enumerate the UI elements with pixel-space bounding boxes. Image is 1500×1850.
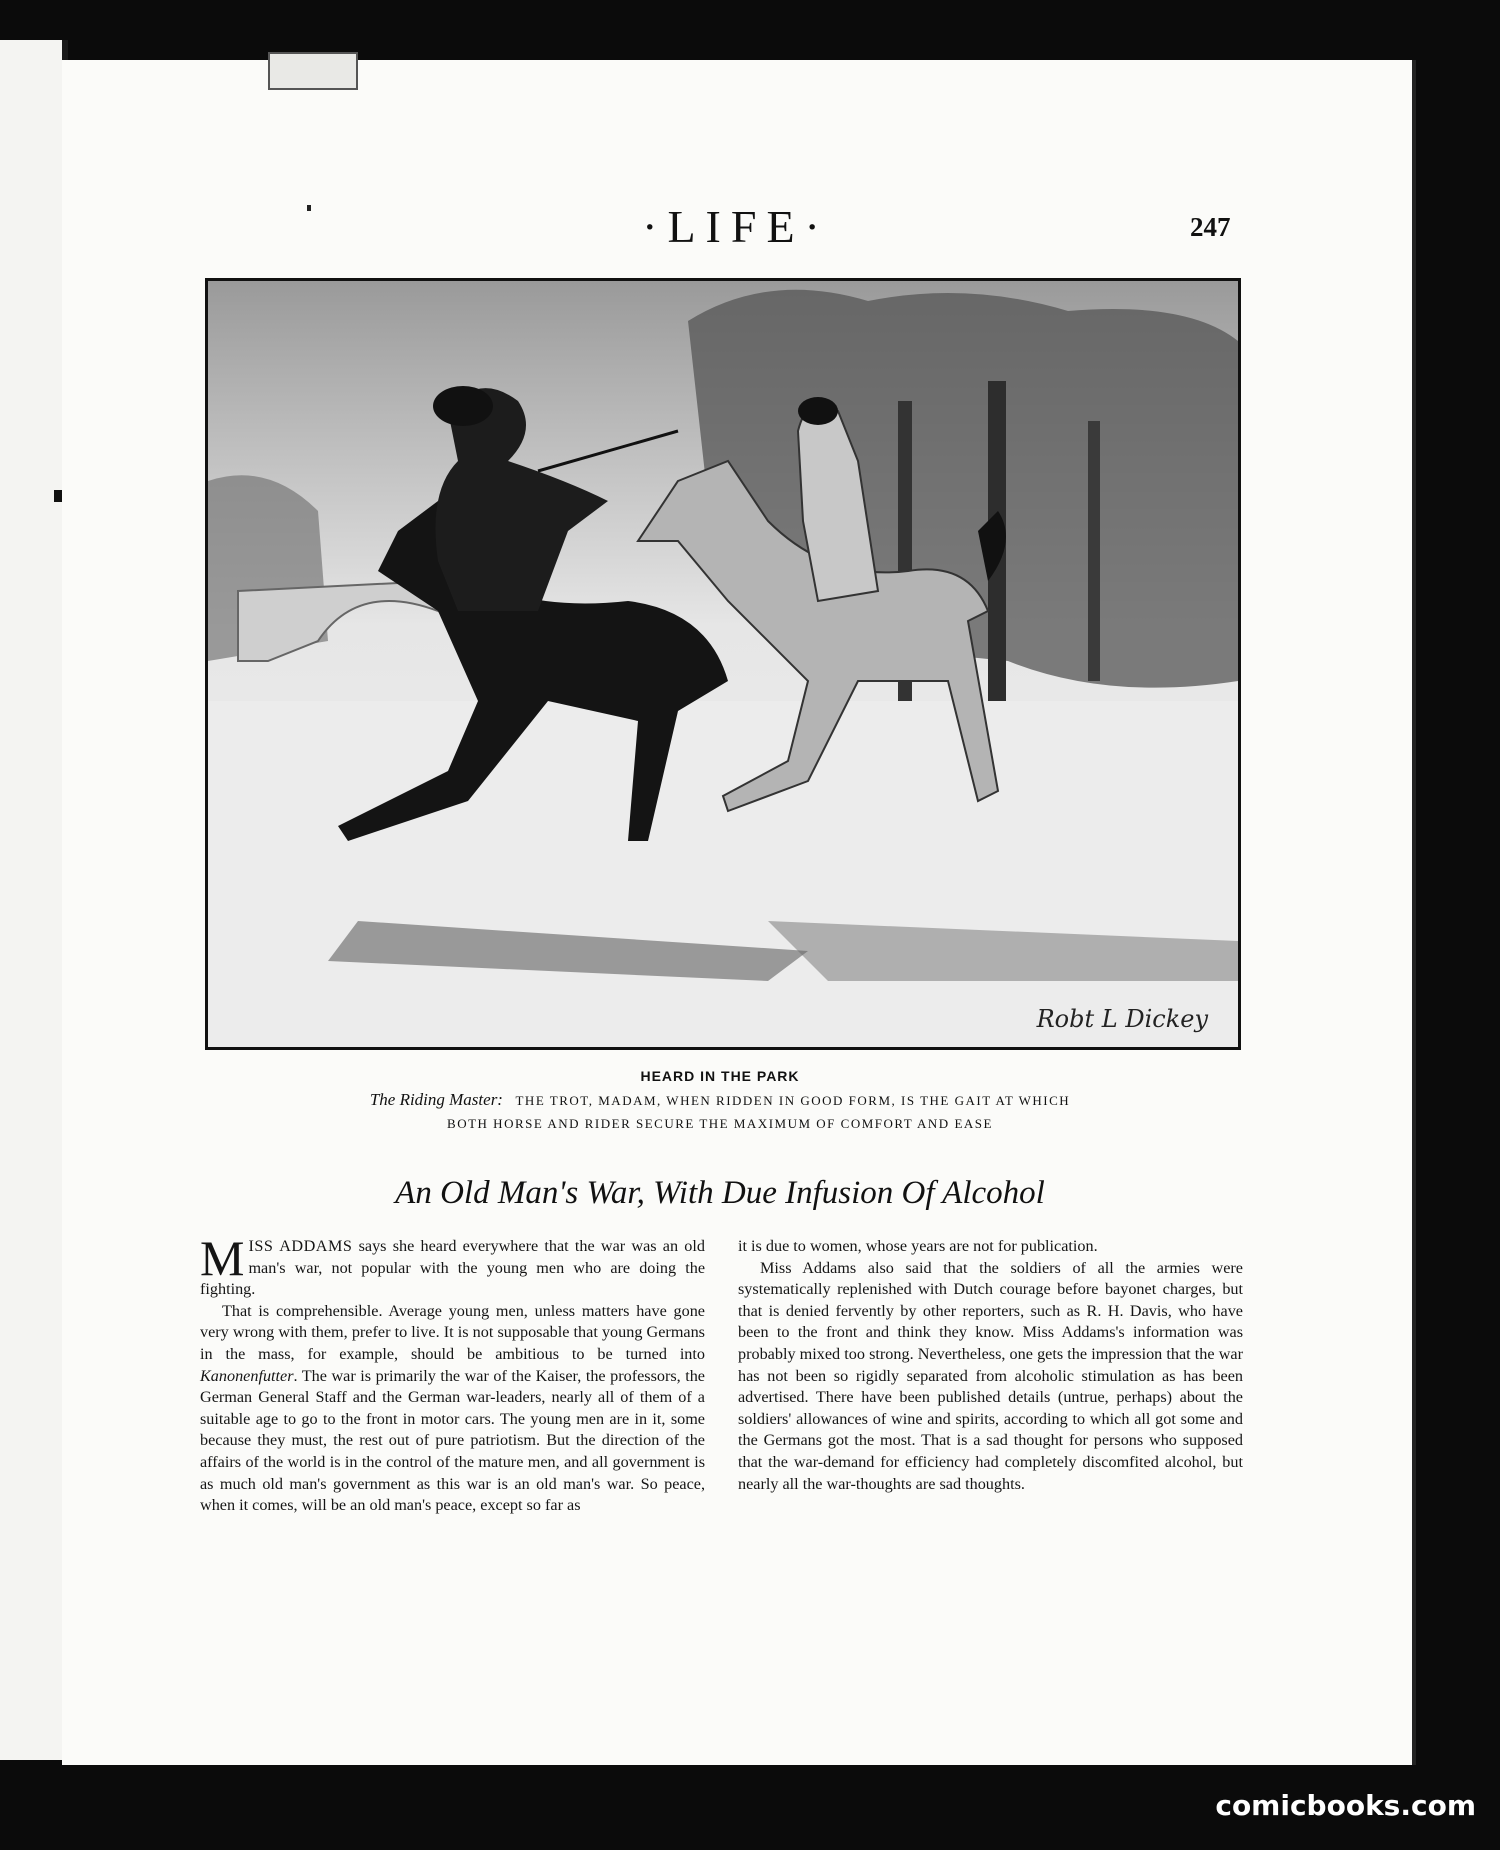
- caption-speaker: The Riding Master:: [369, 1090, 503, 1109]
- paragraph-text: says she heard everywhere that the war was an old man's war, not popular with the young men who are doing the fighting.: [200, 1237, 705, 1299]
- riding-illustration: [205, 278, 1241, 1050]
- lead-words: ISS ADDAMS: [248, 1237, 353, 1255]
- italic-term: Kanonenfutter: [200, 1366, 294, 1385]
- paragraph-text: That is comprehensible. Average young men, unless matters have gone very wrong with them, prefer to live. It is not supposable that young Germans in the mass, for example, should be ambitious to be turned into: [200, 1301, 705, 1363]
- article-column-left: [200, 1230, 705, 1517]
- article-column-right: [738, 1236, 1243, 1495]
- illustration-caption: [205, 1068, 1235, 1132]
- paragraph: [200, 1230, 705, 1301]
- paragraph-text: . The war is primarily the war of the Kaiser, the professors, the German General Staff and the German war-leaders, nearly all of them of a suitable age to go to the front in motor cars. The young men are in it, some because they must, the rest out of pure patriotism. But the direction of the affairs of the world is in the control of the mature men, and all government is as much old man's government as this war is an old man's war. So peace, when it comes, will be an old man's peace, except so far as: [200, 1366, 705, 1515]
- paragraph: it is due to women, whose years are not for publication.: [738, 1237, 1098, 1255]
- caption-heading: HEARD IN THE PARK: [640, 1068, 800, 1084]
- caption-line-2: BOTH HORSE AND RIDER SECURE THE MAXIMUM OF COMFORT AND EASE: [447, 1116, 993, 1131]
- illustration-drawing: [208, 281, 1238, 1047]
- tape-mark: [268, 52, 358, 90]
- page-header: [0, 200, 1500, 250]
- artist-signature: Robt L Dickey: [1036, 1005, 1208, 1033]
- paragraph: Miss Addams also said that the soldiers of all the armies were systematically replenished with Dutch courage before bayonet charges, but that is denied fervently by other reporters, such as R. H. Davis, who have been to the front and think they know. Miss Addams's information was probably mixed too strong. Nevertheless, one gets the impression that the war has not been so rigidly separated from alcoholic stimulation as has been advertised. There have been published details (untrue, perhaps) about the soldiers' allowances of wine and spirits, according to which all got some and the Germans got the most. That is a sad thought for persons who supposed that the war-demand for efficiency had completely discomfited alcohol, but nearly all the war-thoughts are sad thoughts.: [738, 1258, 1243, 1493]
- magazine-title: ·LIFE·: [642, 201, 830, 252]
- caption-line-1: [205, 1090, 1235, 1110]
- facing-page-edge: [0, 40, 68, 1760]
- caption-text-1: THE TROT, MADAM, WHEN RIDDEN IN GOOD FORM, IS THE GAIT AT WHICH: [515, 1093, 1071, 1108]
- article-title: An Old Man's War, With Due Infusion Of Alcohol: [395, 1175, 1045, 1211]
- tree-trunk: [1088, 421, 1100, 681]
- watermark: comicbooks.com: [1215, 1789, 1476, 1822]
- ground: [208, 701, 1238, 1047]
- drop-cap: M: [200, 1230, 245, 1286]
- page-number: 247: [1190, 212, 1231, 242]
- riding-hat: [433, 386, 493, 426]
- bowler-hat: [798, 397, 838, 425]
- paragraph: [200, 1301, 705, 1517]
